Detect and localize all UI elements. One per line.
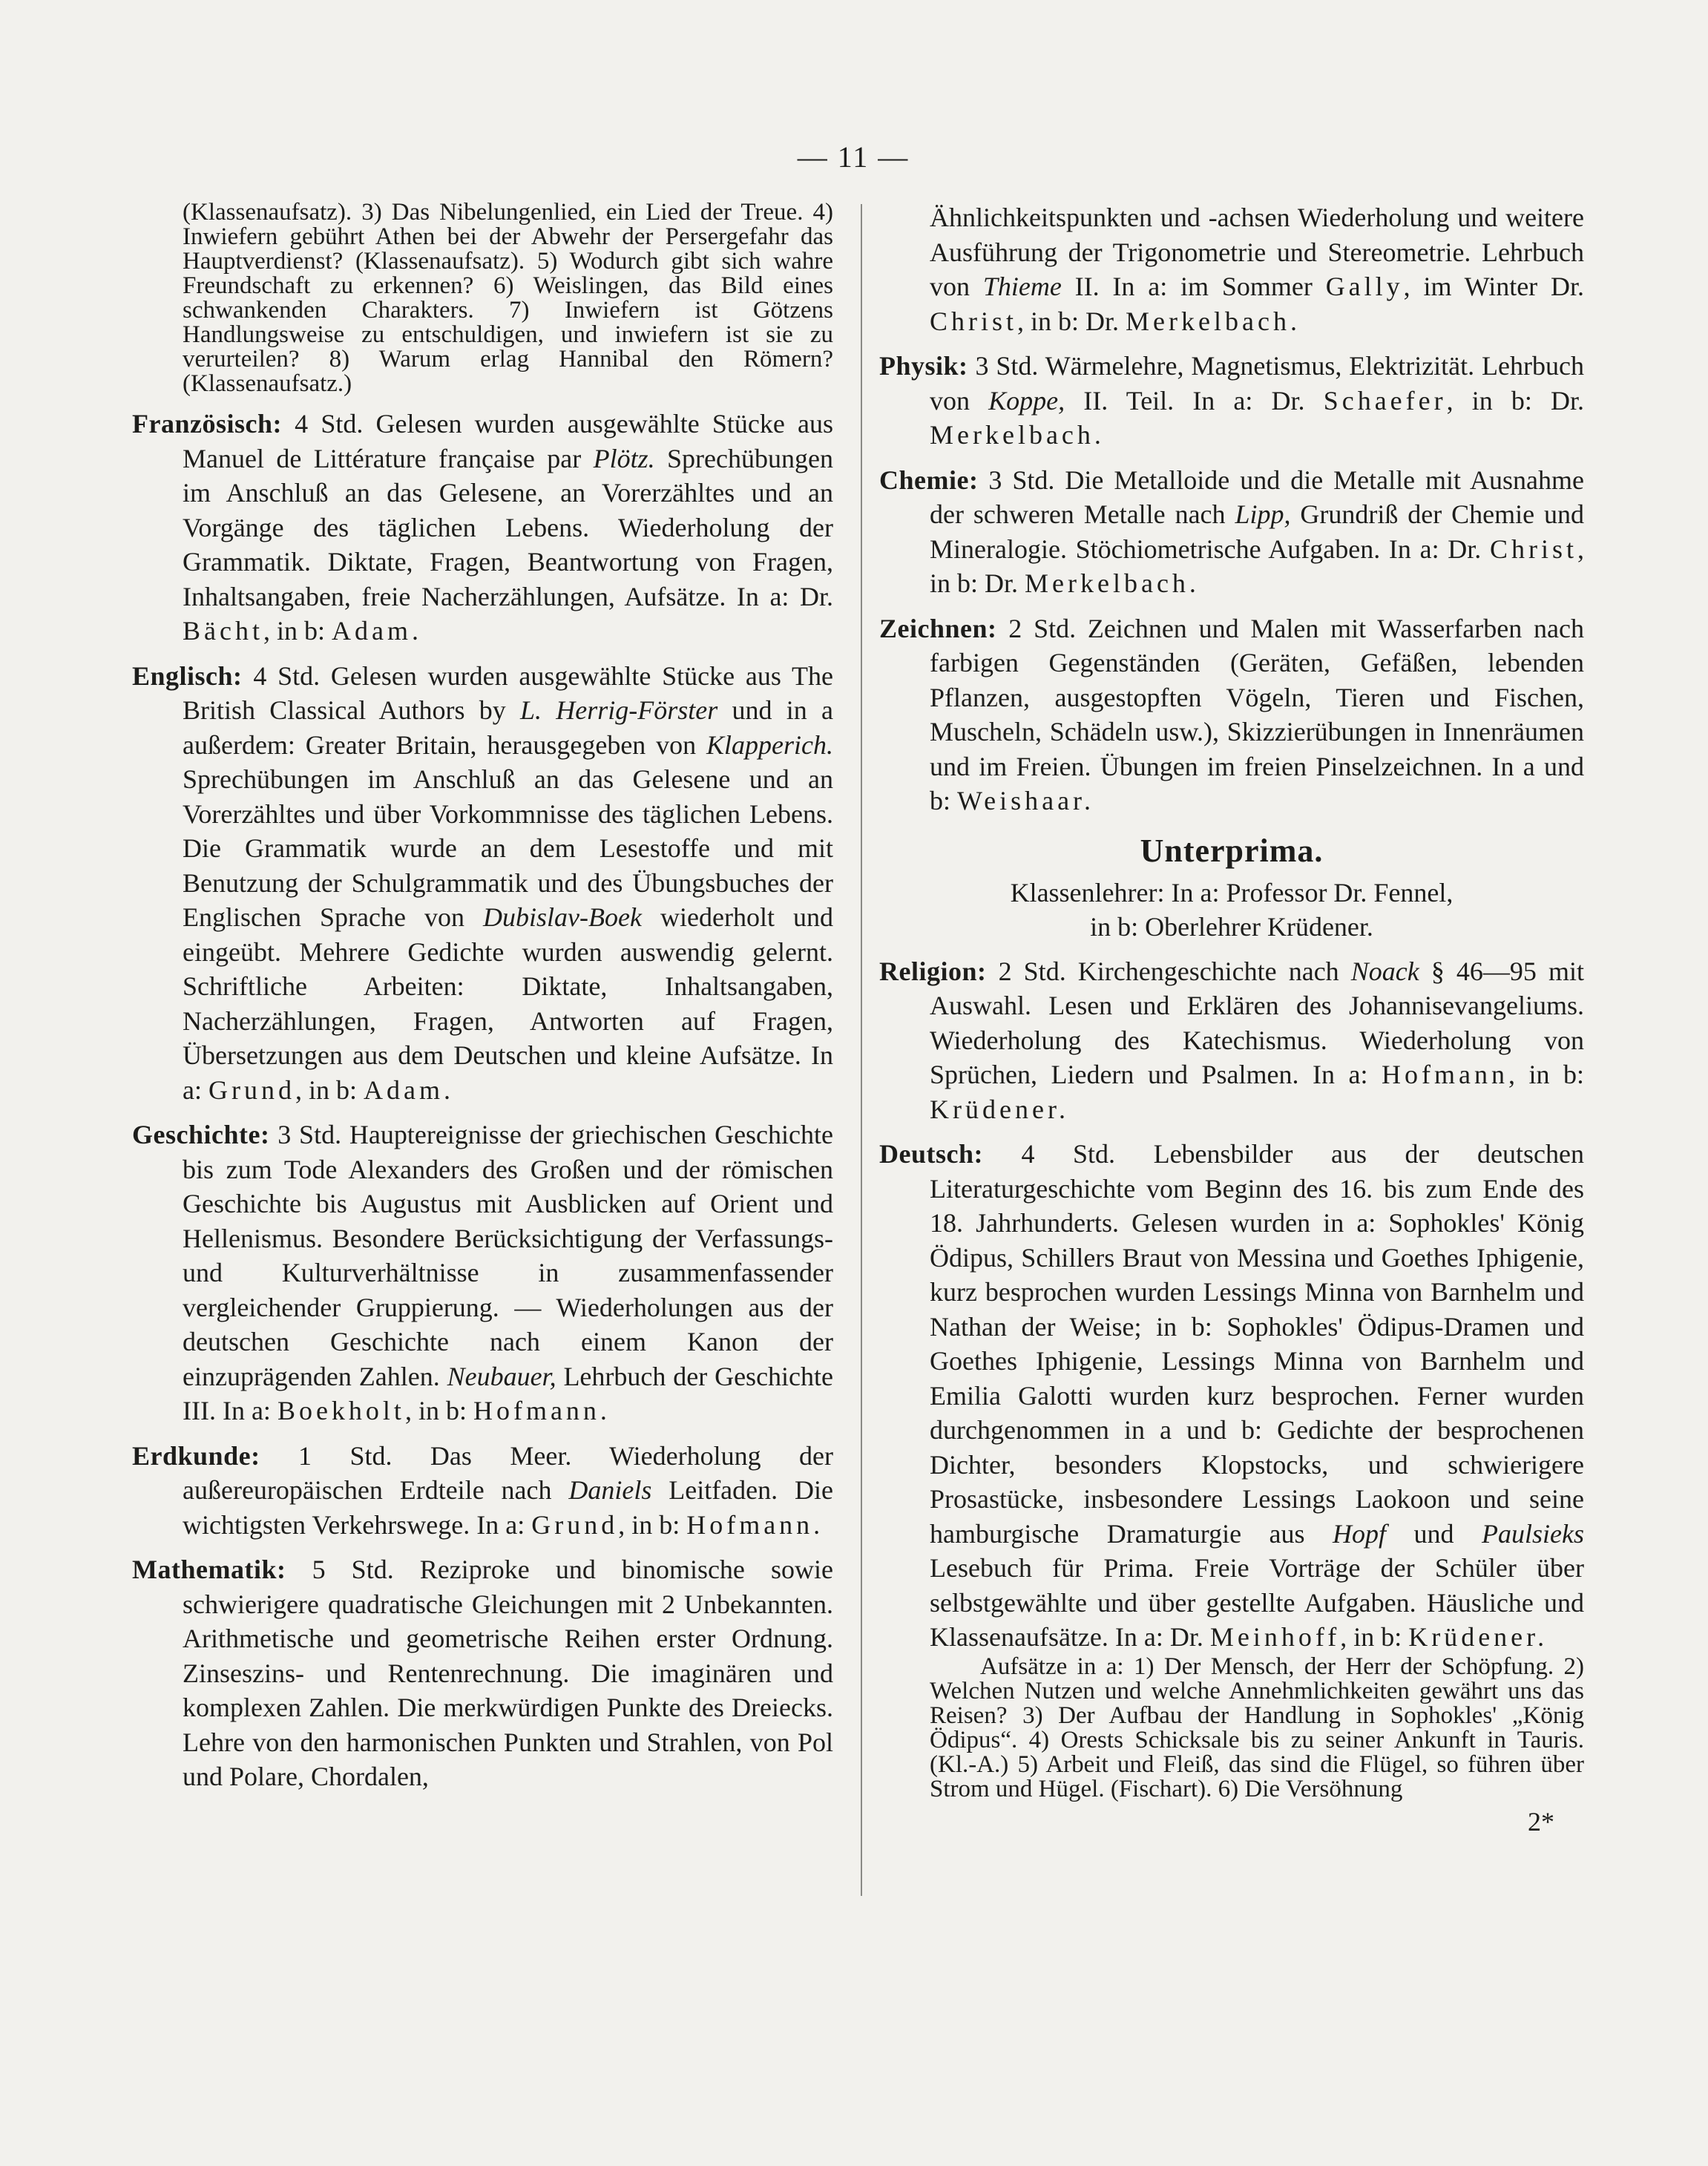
author-name: Neubauer, <box>447 1361 556 1391</box>
subject-heading: Englisch: <box>132 660 243 691</box>
subject-heading: Mathematik: <box>132 1555 286 1584</box>
subject-erdkunde: Erdkunde: 1 Std. Das Meer. Wiederholung der außereuropäischen Erdteile nach Daniels Leitfaden. Die wichtigsten Verkehrswege. In a: Grund, in b: Hofmann. <box>132 1440 833 1540</box>
teacher-name: Bächt <box>183 616 263 646</box>
subject-deutsch: Deutsch: 4 Std. Lebensbilder aus der deutschen Literaturgeschichte vom Beginn des 16. bis zum Ende des 18. Jahrhunderts. Gelesen wurden in a: Sophokles' König Ödipus, Schillers Braut von Messina und Goethes Iphigenie, kurz besprochen wurden Lessings Minna von Barnhelm und Nathan der Weise; in b: Sophokles' Ödipus-Dramen und Goethes Iphigenie, Lessings Minna von Barnhelm und Emilia Galotti wurden kurz besprochen. Ferner wurden durchgenommen in a und b: Gedichte der besprochenen Dichter, besonders Klopstocks, und schwierigere Prosastücke, insbesondere Lessings Laokoon und seine hamburgische Dramaturgie aus Hopf und Paulsieks Lesebuch für Prima. Freie Vorträge der Schüler über selbstgewählte und über gestellte Aufgaben. Häusliche und Klassenaufsätze. In a: Dr. Meinhoff, in b: Krüdener. <box>879 1139 1585 1652</box>
subject-heading: Erdkunde: <box>132 1440 260 1471</box>
teacher-name: Hofmann. <box>473 1396 611 1425</box>
subject-mathematik: Mathematik: 5 Std. Reziproke und binomische sowie schwierigere quadratische Gleichungen mit 2 Unbekannten. Arithmetische und geometrische Reihen erster Ordnung. Zinseszins- und Rentenrechnung. Die imaginären und komplexen Zahlen. Die merkwürdigen Punkte des Dreiecks. Lehre von den harmonischen Punkten und Strahlen, von Pol und Polare, Chordalen, <box>132 1555 833 1791</box>
teacher-name: Krüdener. <box>1408 1622 1548 1652</box>
subject-chemie: Chemie: 3 Std. Die Metalloide und die Metalle mit Ausnahme der schweren Metalle nach Lipp, Grundriß der Chemie und Mineralogie. Stöchiometrische Aufgaben. In a: Dr. Christ, in b: Dr. Merkelbach. <box>879 465 1585 598</box>
teacher-name: Weishaar. <box>957 786 1095 815</box>
teacher-name: Hofmann. <box>686 1509 824 1540</box>
left-column <box>132 200 833 1794</box>
sheet-signature: 2* <box>1528 1806 1554 1837</box>
author-name: Dubislav-Boek <box>483 902 642 932</box>
author-name: Hopf <box>1333 1518 1387 1549</box>
author-name: L. Herrig-Förster <box>520 695 718 725</box>
subject-heading: Zeichnen: <box>879 613 997 643</box>
teacher-name: Gally <box>1325 272 1404 301</box>
essay-topics-continued: (Klassenaufsatz). 3) Das Nibelungenlied, ein Lied der Treue. 4) Inwiefern gebührt Athen bei der Abwehr der Persergefahr das Hauptverdienst? (Klassenaufsatz). 5) Wodurch gibt sich wahre Freundschaft zu erkennen? 6) Weislingen, das Bild eines schwankenden Charakters. 7) Inwiefern ist Götzens Handlungsweise zu entschuldigen, und inwiefern ist sie zu verurteilen? 8) Warum erlag Hannibal den Römern? (Klassenaufsatz.) <box>183 199 833 397</box>
subject-heading: Chemie: <box>879 465 979 495</box>
teacher-name: Christ <box>930 306 1018 336</box>
teacher-name: Grund <box>208 1074 295 1105</box>
subject-franzoesisch: Französisch: 4 Std. Gelesen wurden ausgewählte Stücke aus Manuel de Littérature française par Plötz. Sprechübungen im Anschluß an das Gelesene, an Vorerzähltes und an Vorgänge des täglichen Lebens. Wiederholung der Grammatik. Diktate, Fragen, Beantwortung von Fragen, Inhaltsangaben, freie Nacherzählungen, Aufsätze. In a: Dr. Bächt, in b: Adam. <box>132 409 833 646</box>
right-column <box>879 200 1584 1837</box>
subject-heading: Religion: <box>879 956 987 986</box>
teacher-name: Merkelbach. <box>1126 306 1301 336</box>
essay-topics: Aufsätze in a: 1) Der Mensch, der Herr der Schöpfung. 2) Welchen Nutzen und welche Annehmlichkeiten gewährt uns das Reisen? 3) Der Aufbau der Handlung in Sophokles' „König Ödipus“. 4) Orests Schicksale bis zu seiner Ankunft in Tauris. (Kl.-A.) 5) Arbeit und Fleiß, das sind die Flügel, so führen über Strom und Hügel. (Fischart). 6) Die Versöhnung <box>930 1653 1584 1802</box>
teacher-name: Christ <box>1489 534 1577 564</box>
class-teacher-line: in b: Oberlehrer Krüdener. <box>1090 911 1373 942</box>
author-name: Koppe, <box>988 385 1065 416</box>
teacher-name: Krüdener. <box>930 1094 1069 1124</box>
section-title: Unterprima. <box>1140 832 1324 869</box>
subject-physik: Physik: 3 Std. Wärmelehre, Magnetismus, Elektrizität. Lehrbuch von Koppe, II. Teil. In a: Dr. Schaefer, in b: Dr. Merkelbach. <box>879 351 1585 450</box>
author-name: Lipp, <box>1235 499 1291 529</box>
subject-heading: Französisch: <box>132 409 282 439</box>
teacher-name: Merkelbach. <box>930 420 1105 450</box>
teacher-name: Merkelbach. <box>1025 568 1200 598</box>
mathematik-continued: Ähnlichkeitspunkten und -achsen Wiederholung und weitere Ausführung der Trigonometrie und Stereometrie. Lehrbuch von Thieme II. In a: im Sommer Gally, im Winter Dr. Christ, in b: Dr. Merkelbach. <box>930 203 1584 336</box>
subject-heading: Physik: <box>879 351 968 381</box>
teacher-name: Boekholt <box>277 1396 405 1425</box>
author-name: Klapperich. <box>706 729 833 760</box>
author-name: Thieme <box>982 272 1062 301</box>
page-number: — 11 — <box>797 140 910 174</box>
teacher-name: Adam. <box>364 1074 454 1105</box>
teacher-name: Schaefer <box>1323 385 1447 416</box>
author-name: Paulsieks <box>1482 1518 1585 1549</box>
subject-religion: Religion: 2 Std. Kirchengeschichte nach Noack § 46—95 mit Auswahl. Lesen und Erklären des Johannisevangeliums. Wiederholung des Katechismus. Wiederholung von Sprüchen, Liedern und Psalmen. In a: Hofmann, in b: Krüdener. <box>879 956 1584 1124</box>
subject-heading: Geschichte: <box>132 1120 270 1149</box>
teacher-name: Hofmann <box>1381 1060 1508 1089</box>
author-name: Noack <box>1350 956 1419 986</box>
author-name: Plötz. <box>593 443 655 473</box>
subject-englisch: Englisch: 4 Std. Gelesen wurden ausgewählte Stücke aus The British Classical Authors by L. Herrig-Förster und in a außerdem: Greater Britain, herausgegeben von Klapperich. Sprechübungen im Anschluß an das Gelesene und an Vorerzähltes und über Vorkommnisse des täglichen Lebens. Die Grammatik wurde an dem Lesestoffe und mit Benutzung der Schulgrammatik und des Übungsbuches der Englischen Sprache von Dubislav-Boek wiederholt und eingeübt. Mehrere Gedichte wurden auswendig gelernt. Schriftliche Arbeiten: Diktate, Inhaltsangaben, Nacherzählungen, Fragen, Antworten auf Fragen, Übersetzungen aus dem Deutschen und kleine Aufsätze. In a: Grund, in b: Adam. <box>132 660 833 1105</box>
column-divider <box>861 204 862 1896</box>
teacher-name: Grund <box>531 1509 619 1540</box>
teacher-name: Adam. <box>332 616 422 646</box>
author-name: Daniels <box>568 1475 652 1505</box>
subject-zeichnen: Zeichnen: 2 Std. Zeichnen und Malen mit Wasserfarben nach farbigen Gegenständen (Geräten, Gefäßen, lebenden Pflanzen, ausgestopften Vögeln, Tieren und Fischen, Muscheln, Schädeln usw.), Skizzierübungen in Innenräumen und im Freien. Übungen im freien Pinselzeichnen. In a und b: Weishaar. <box>879 613 1584 815</box>
subject-heading: Deutsch: <box>879 1139 983 1169</box>
teacher-name: Meinhoff <box>1209 1622 1341 1652</box>
subject-geschichte: Geschichte: 3 Std. Hauptereignisse der griechischen Geschichte bis zum Tode Alexanders des Großen und der römischen Geschichte bis Augustus mit Ausblicken auf Orient und Hellenismus. Besondere Berücksichtigung der Verfassungs- und Kulturverhältnisse in zusammenfassender vergleichender Gruppierung. — Wiederholungen aus der deutschen Geschichte nach einem Kanon der einzuprägenden Zahlen. Neubauer, Lehrbuch der Geschichte III. In a: Boekholt, in b: Hofmann. <box>132 1120 834 1425</box>
class-teacher-line: Klassenlehrer: In a: Professor Dr. Fennel, <box>1010 877 1454 908</box>
